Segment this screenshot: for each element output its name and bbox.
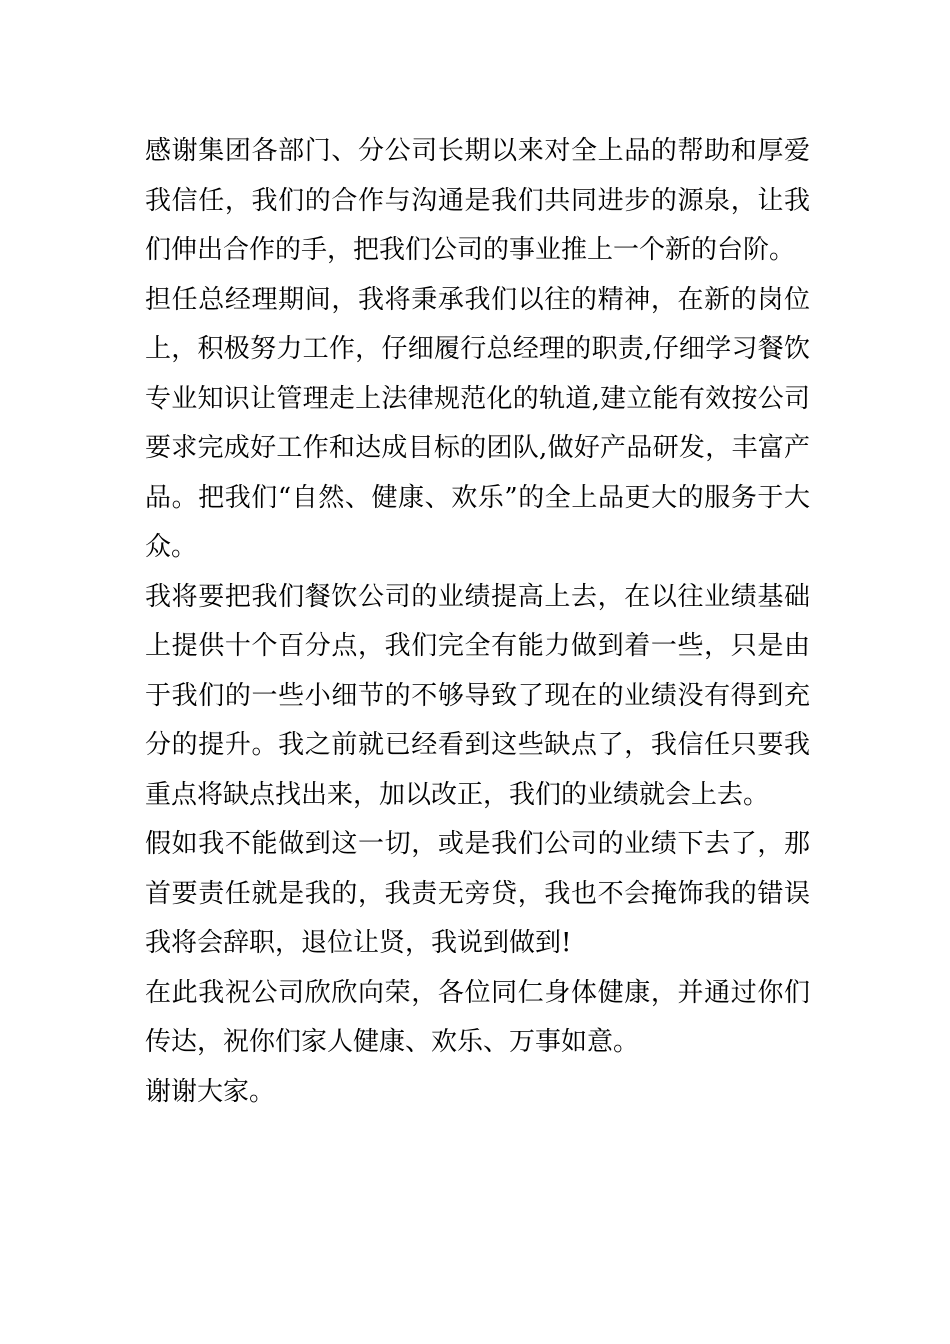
paragraph-wishes: 在此我祝公司欣欣向荣，各位同仁身体健康，并通过你们传达，祝你们家人健康、欢乐、万事如意。 bbox=[145, 977, 810, 1057]
paragraph-responsibilities: 担任总经理期间，我将秉承我们以往的精神，在新的岗位上，积极努力工作，仔细履行总经理的职责,仔细学习餐饮专业知识让管理走上法律规范化的轨道,建立能有效按公司要求完成好工作和达成目标的团队,做好产品研发，丰富产品。把我们“自然、健康、欢乐”的全上品更大的服务于大众。 bbox=[145, 284, 810, 562]
document-body bbox=[145, 127, 810, 1117]
paragraph-thanks: 感谢集团各部门、分公司长期以来对全上品的帮助和厚爱我信任，我们的合作与沟通是我们共同进步的源泉，让我们伸出合作的手，把我们公司的事业推上一个新的台阶。 bbox=[145, 136, 810, 265]
paragraph-closing: 谢谢大家。 bbox=[145, 1076, 276, 1107]
paragraph-commitment: 假如我不能做到这一切，或是我们公司的业绩下去了，那首要责任就是我的，我责无旁贷，我也不会掩饰我的错误我将会辞职，退位让贤，我说到做到! bbox=[145, 829, 810, 958]
paragraph-performance: 我将要把我们餐饮公司的业绩提高上去，在以往业绩基础上提供十个百分点，我们完全有能力做到着一些，只是由于我们的一些小细节的不够导致了现在的业绩没有得到充分的提升。我之前就已经看到这些缺点了，我信任只要我重点将缺点找出来，加以改正，我们的业绩就会上去。 bbox=[145, 581, 810, 810]
